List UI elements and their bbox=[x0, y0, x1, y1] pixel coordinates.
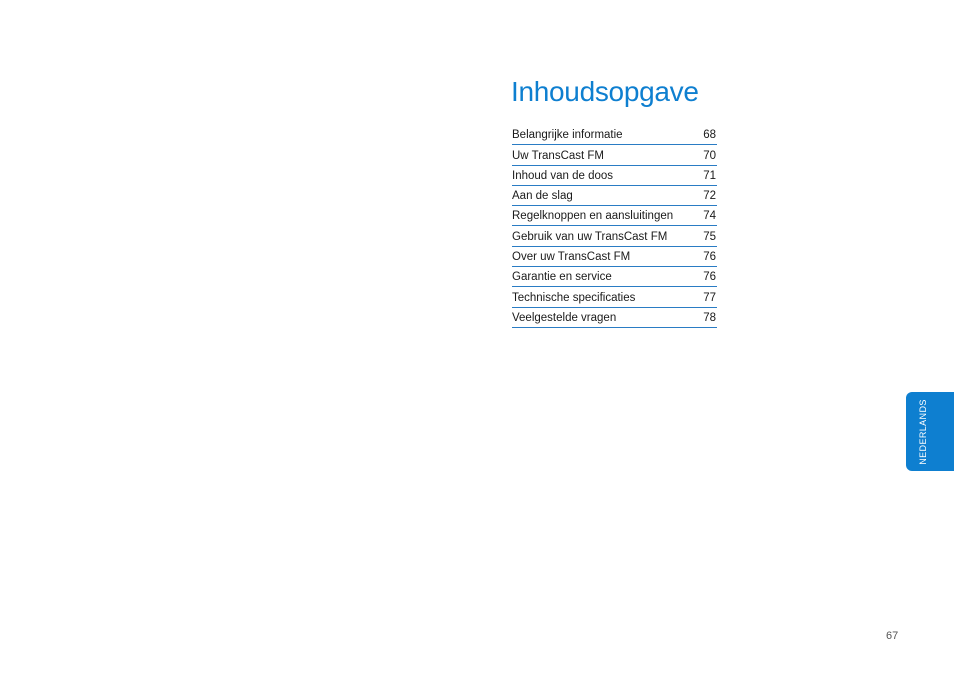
toc-entry-label: Gebruik van uw TransCast FM bbox=[512, 230, 668, 243]
toc-entry[interactable] bbox=[512, 145, 717, 165]
language-tab[interactable] bbox=[906, 392, 954, 471]
toc-entry[interactable] bbox=[512, 206, 717, 226]
toc-entry-label: Inhoud van de doos bbox=[512, 169, 614, 182]
toc-entry-page: 72 bbox=[703, 190, 716, 203]
toc-entry-page: 77 bbox=[703, 291, 716, 304]
toc-entry-page: 74 bbox=[703, 210, 716, 223]
table-of-contents bbox=[512, 125, 717, 328]
toc-entry-page: 71 bbox=[703, 169, 716, 182]
page-title: Inhoudsopgave bbox=[511, 76, 699, 107]
toc-entry-label: Technische specificaties bbox=[512, 291, 636, 304]
language-tab-label: NEDERLANDS bbox=[918, 399, 929, 465]
toc-entry[interactable] bbox=[512, 186, 717, 206]
toc-entry-label: Belangrijke informatie bbox=[512, 129, 623, 142]
page-number: 67 bbox=[886, 630, 899, 642]
toc-entry-label: Garantie en service bbox=[512, 271, 612, 284]
toc-entry[interactable] bbox=[512, 125, 717, 145]
toc-entry[interactable] bbox=[512, 287, 717, 307]
toc-entry-label: Veelgestelde vragen bbox=[512, 311, 617, 324]
language-tab-label-wrap bbox=[918, 398, 928, 466]
toc-entry-label: Regelknoppen en aansluitingen bbox=[512, 210, 674, 223]
toc-entry[interactable] bbox=[512, 166, 717, 186]
toc-entry[interactable] bbox=[512, 308, 717, 328]
toc-entry-page: 78 bbox=[703, 311, 716, 324]
toc-entry-label: Over uw TransCast FM bbox=[512, 251, 631, 264]
toc-entry-page: 76 bbox=[703, 271, 716, 284]
toc-entry-page: 76 bbox=[703, 251, 716, 264]
toc-entry-label: Uw TransCast FM bbox=[512, 149, 605, 162]
toc-entry[interactable] bbox=[512, 226, 717, 246]
toc-entry-page: 75 bbox=[703, 230, 716, 243]
toc-entry[interactable] bbox=[512, 247, 717, 267]
toc-entry-page: 70 bbox=[703, 149, 716, 162]
toc-entry-label: Aan de slag bbox=[512, 190, 573, 203]
toc-entry[interactable] bbox=[512, 267, 717, 287]
toc-entry-page: 68 bbox=[703, 129, 716, 142]
